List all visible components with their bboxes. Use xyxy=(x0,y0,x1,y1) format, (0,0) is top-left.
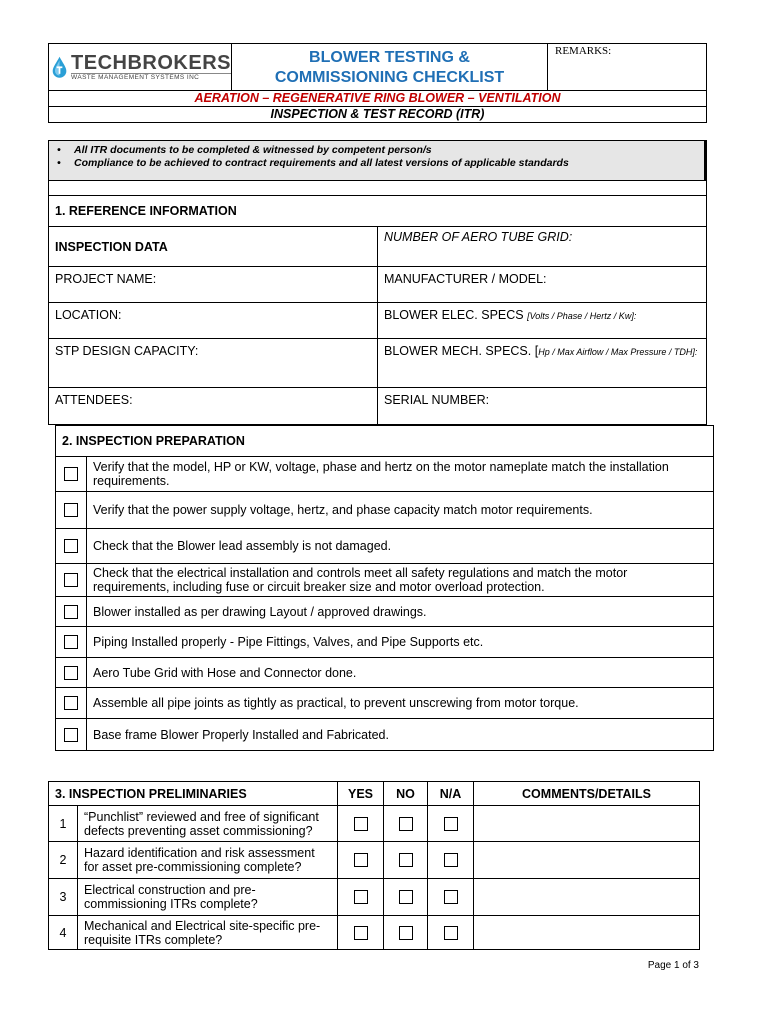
checkbox[interactable] xyxy=(64,696,78,710)
comments-field[interactable] xyxy=(474,879,700,916)
elec-specs-note: [Volts / Phase / Hertz / Kw]: xyxy=(527,311,637,321)
checkbox[interactable] xyxy=(64,728,78,742)
checkbox[interactable] xyxy=(64,539,78,553)
no-checkbox[interactable] xyxy=(399,926,413,940)
section-title-reference: 1. REFERENCE INFORMATION xyxy=(49,196,707,227)
row-number: 3 xyxy=(49,879,78,916)
title-line-2: COMMISSIONING CHECKLIST xyxy=(274,69,505,86)
comments-field[interactable] xyxy=(474,806,700,842)
attendees-field[interactable]: ATTENDEES: xyxy=(49,388,378,425)
logo-subtitle: WASTE MANAGEMENT SYSTEMS INC xyxy=(71,73,231,82)
location-field[interactable]: LOCATION: xyxy=(49,303,378,339)
project-name-field[interactable]: PROJECT NAME: xyxy=(49,267,378,303)
column-header-yes: YES xyxy=(338,782,384,806)
no-checkbox[interactable] xyxy=(399,817,413,831)
mech-specs-note: Hp / Max Airflow / Max Pressure / TDH]: xyxy=(538,347,698,357)
checklist-item: Check that the Blower lead assembly is not damaged. xyxy=(87,529,714,564)
company-logo xyxy=(49,44,232,90)
remarks-field[interactable]: REMARKS: xyxy=(555,45,612,57)
reference-information-table xyxy=(48,195,707,425)
checklist-item: Piping Installed properly - Pipe Fittings, Valves, and Pipe Supports etc. xyxy=(87,627,714,658)
aero-tube-grid-field[interactable]: NUMBER OF AERO TUBE GRID: xyxy=(378,227,707,267)
row-question: Hazard identification and risk assessment for asset pre-commissioning complete? xyxy=(78,842,338,879)
blower-mech-specs-field[interactable]: BLOWER MECH. SPECS. [Hp / Max Airflow / Max Pressure / TDH]: xyxy=(378,339,707,388)
no-checkbox[interactable] xyxy=(399,890,413,904)
comments-field[interactable] xyxy=(474,842,700,879)
logo-name: TECHBROKERS xyxy=(71,51,231,74)
inspection-preparation-table xyxy=(55,425,714,751)
yes-checkbox[interactable] xyxy=(354,817,368,831)
page-number: Page 1 of 3 xyxy=(647,960,699,971)
row-question: “Punchlist” reviewed and free of significant defects preventing asset commissioning? xyxy=(78,806,338,842)
row-question: Electrical construction and pre-commissioning ITRs complete? xyxy=(78,879,338,916)
document-subtitle: AERATION – REGENERATIVE RING BLOWER – VENTILATION xyxy=(48,91,707,107)
serial-number-field[interactable]: SERIAL NUMBER: xyxy=(378,388,707,425)
checklist-item: Blower installed as per drawing Layout / approved drawings. xyxy=(87,597,714,627)
column-header-na: N/A xyxy=(428,782,474,806)
water-drop-logo-icon xyxy=(51,47,68,87)
na-checkbox[interactable] xyxy=(444,926,458,940)
checkbox[interactable] xyxy=(64,605,78,619)
checkbox[interactable] xyxy=(64,503,78,517)
checkbox[interactable] xyxy=(64,635,78,649)
checkbox[interactable] xyxy=(64,467,78,481)
table-row xyxy=(49,916,700,950)
row-question: Mechanical and Electrical site-specific pre-requisite ITRs complete? xyxy=(78,916,338,950)
na-checkbox[interactable] xyxy=(444,853,458,867)
row-number: 1 xyxy=(49,806,78,842)
table-row xyxy=(49,842,700,879)
checklist-item: Base frame Blower Properly Installed and Fabricated. xyxy=(87,719,714,751)
comments-field[interactable] xyxy=(474,916,700,950)
checklist-item: Verify that the power supply voltage, hertz, and phase capacity match motor requirements. xyxy=(87,492,714,529)
title-line-1: BLOWER TESTING & xyxy=(309,49,470,66)
checklist-item: Check that the electrical installation and controls meet all safety regulations and match the motor requirements, including fuse or circuit breaker size and motor overload protection. xyxy=(87,564,714,597)
checklist-item: Assemble all pipe joints as tightly as practical, to prevent unscrewing from motor torque. xyxy=(87,688,714,719)
document-header xyxy=(48,43,707,123)
section-title-preliminaries: 3. INSPECTION PRELIMINARIES xyxy=(49,782,338,806)
yes-checkbox[interactable] xyxy=(354,926,368,940)
row-number: 2 xyxy=(49,842,78,879)
checkbox[interactable] xyxy=(64,573,78,587)
stp-design-capacity-field[interactable]: STP DESIGN CAPACITY: xyxy=(49,339,378,388)
notes-box xyxy=(48,140,707,196)
na-checkbox[interactable] xyxy=(444,817,458,831)
inspection-preliminaries-table xyxy=(48,781,700,950)
yes-checkbox[interactable] xyxy=(354,890,368,904)
no-checkbox[interactable] xyxy=(399,853,413,867)
manufacturer-model-field[interactable]: MANUFACTURER / MODEL: xyxy=(378,267,707,303)
yes-checkbox[interactable] xyxy=(354,853,368,867)
record-type: INSPECTION & TEST RECORD (ITR) xyxy=(48,107,707,123)
document-title xyxy=(232,44,548,90)
note-item: • Compliance to be achieved to contract requirements and all latest versions of applicable standards xyxy=(57,157,569,169)
na-checkbox[interactable] xyxy=(444,890,458,904)
table-row xyxy=(49,879,700,916)
inspection-data-heading: INSPECTION DATA xyxy=(49,227,378,267)
column-header-comments: COMMENTS/DETAILS xyxy=(474,782,700,806)
table-row xyxy=(49,806,700,842)
row-number: 4 xyxy=(49,916,78,950)
column-header-no: NO xyxy=(384,782,428,806)
section-title-preparation: 2. INSPECTION PREPARATION xyxy=(56,426,714,457)
checklist-item: Aero Tube Grid with Hose and Connector done. xyxy=(87,658,714,688)
checklist-item: Verify that the model, HP or KW, voltage, phase and hertz on the motor nameplate match the installation requirements. xyxy=(87,457,714,492)
blower-elec-specs-field[interactable]: BLOWER ELEC. SPECS [Volts / Phase / Hertz / Kw]: xyxy=(378,303,707,339)
note-item: • All ITR documents to be completed & witnessed by competent person/s xyxy=(57,144,432,156)
checkbox[interactable] xyxy=(64,666,78,680)
